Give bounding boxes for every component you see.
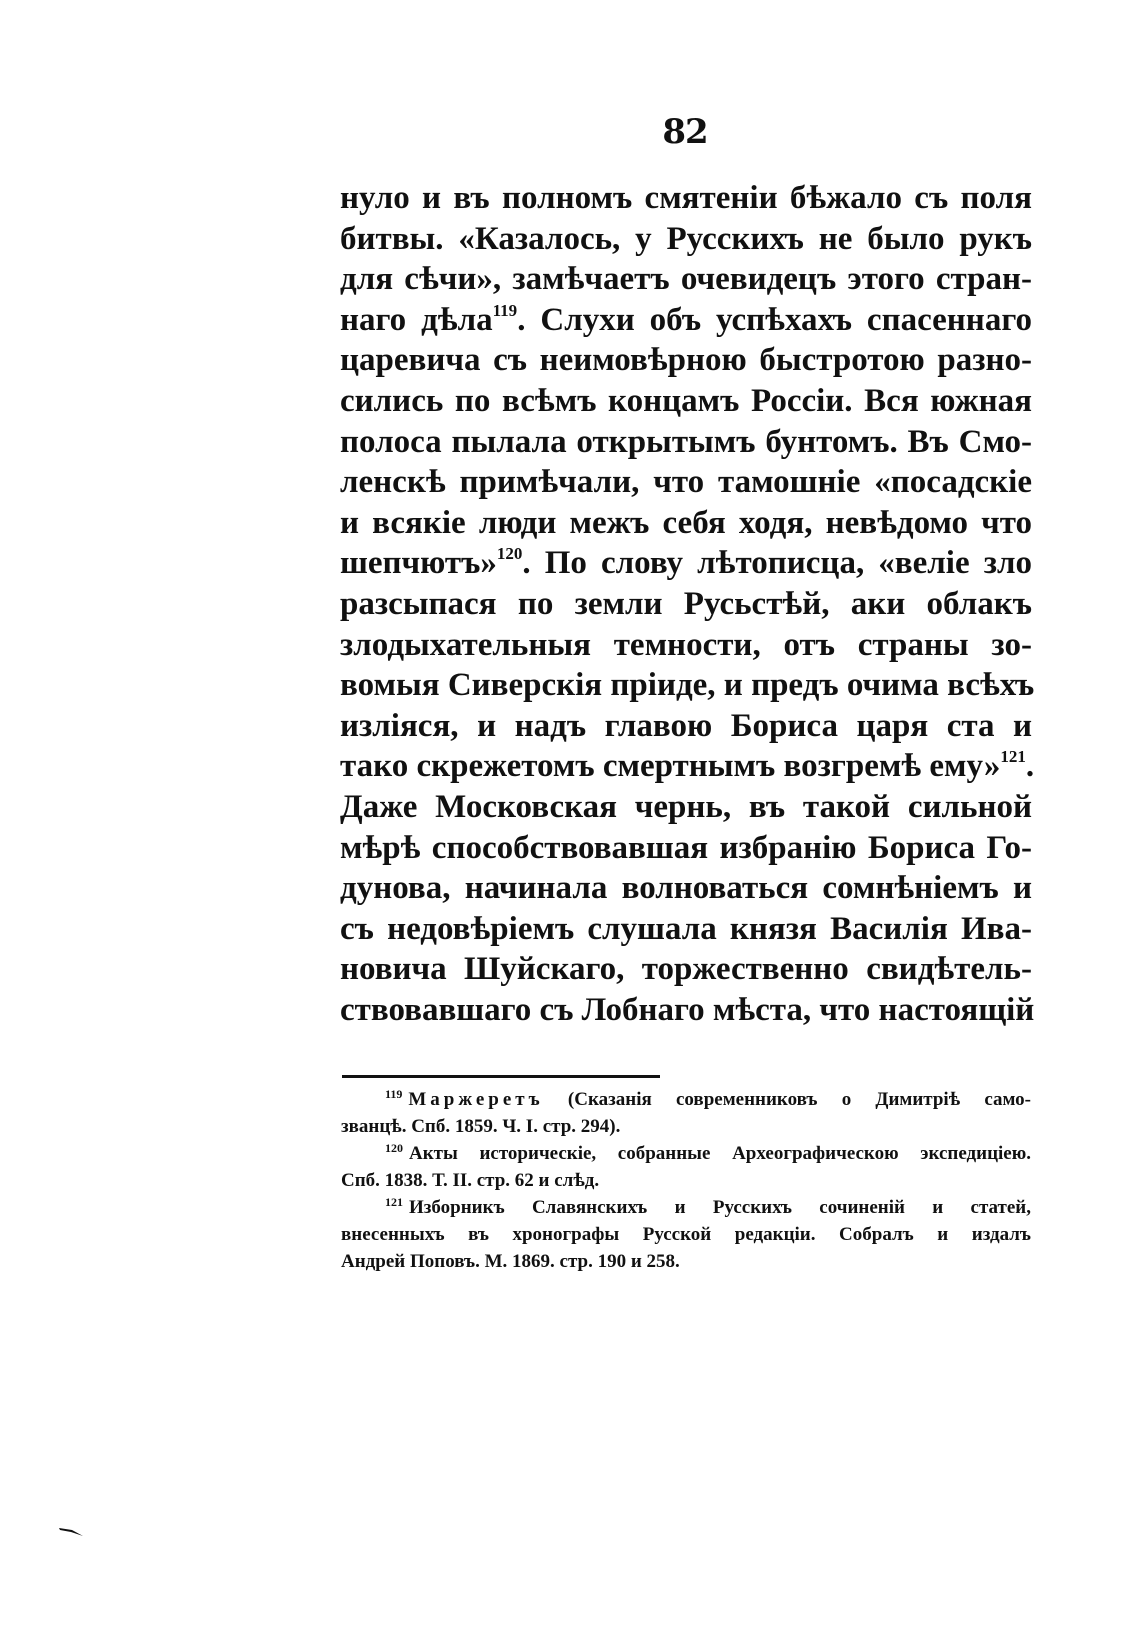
footnote-ref-121: 121 [1000,747,1026,767]
ink-mark [58,1525,84,1537]
text-line: и всякіе люди межъ себя ходя, невѣдомо что [340,504,1032,541]
text-line [340,746,1035,787]
text-line: царевича съ неимовѣрною быстротою разно- [340,342,1032,379]
footnote-text: внесенныхъ въ хронографы Русской редакціи. Собралъ и издалъ [341,1224,1031,1245]
footnote-text: Спб. 1838. Т. II. стр. 62 и слѣд. [341,1170,600,1191]
footnote-ref-120: 120 [496,544,523,564]
text-line: Даже Московская чернь, въ такой сильной [340,788,1032,825]
footnote-number: 121 [385,1195,403,1209]
text-line: новича Шуйскаго, торжественно свидѣтель- [340,951,1032,988]
footnote-author: Маржеретъ [408,1089,544,1110]
text-fragment: наго дѣла [340,301,493,338]
footnote-text: Акты историческіе, собранные Археографическою экспедиціею. [409,1143,1031,1164]
text-line: изліяся, и надъ главою Бориса царя ста и [340,707,1032,744]
text-fragment: шепчютъ» [340,545,497,582]
text-line: злодыхательныя темности, отъ страны зо- [340,626,1032,663]
footnote-text: Изборникъ Славянскихъ и Русскихъ сочиненій и статей, [409,1197,1031,1218]
text-line: ствовавшаго съ Лобнаго мѣста, что настоящій [340,991,1035,1028]
text-line: для сѣчи», замѣчаетъ очевидецъ этого стран- [340,261,1032,298]
text-line: битвы. «Казалось, у Русскихъ не было рукъ [340,220,1032,257]
text-line: съ недовѣріемъ слушала князя Василія Ива- [340,910,1032,947]
footnote-text: Андрей Поповъ. М. 1869. стр. 190 и 258. [341,1251,680,1272]
text-line [340,300,1032,341]
text-line: нуло и въ полномъ смятеніи бѣжало съ поля [340,180,1032,216]
footnote-119 [341,1086,1031,1113]
footnote-121 [341,1194,1031,1221]
text-line: вомыя Сиверскія пріиде, и предъ очима всѣхъ [340,667,1035,704]
text-line [340,543,1032,584]
text-line: ленскѣ примѣчали, что тамошніе «посадскіе [340,464,1032,501]
footnote-120 [341,1140,1031,1167]
text-fragment: . По слову лѣтописца, «веліе зло [522,545,1032,582]
footnote-divider [342,1075,660,1078]
footnote-ref-119: 119 [492,300,518,320]
page-number: 82 [662,112,708,152]
text-fragment: . Слухи объ успѣхахъ спасеннаго [517,301,1032,338]
main-text [340,178,1035,1030]
text-line: мѣрѣ способствовавшая избранію Бориса Го- [340,829,1032,866]
text-line: полоса пылала открытымъ бунтомъ. Въ Смо- [340,423,1032,460]
footnotes [341,1086,1031,1275]
text-fragment: . [1025,748,1035,785]
text-line: разсыпася по земли Русьстѣй, аки облакъ [340,585,1032,622]
footnote-number: 120 [385,1141,403,1155]
text-line: сились по всѣмъ концамъ Россіи. Вся южная [340,382,1032,419]
footnote-number: 119 [385,1087,403,1101]
text-fragment: тако скрежетомъ смертнымъ возгремѣ ему» [340,748,1001,785]
footnote-text: званцѣ. Спб. 1859. Ч. I. стр. 294). [341,1116,621,1137]
footnote-text: (Сказанія современниковъ о Димитріѣ само- [567,1089,1032,1110]
text-line: дунова, начинала волноваться сомнѣніемъ и [340,870,1032,907]
